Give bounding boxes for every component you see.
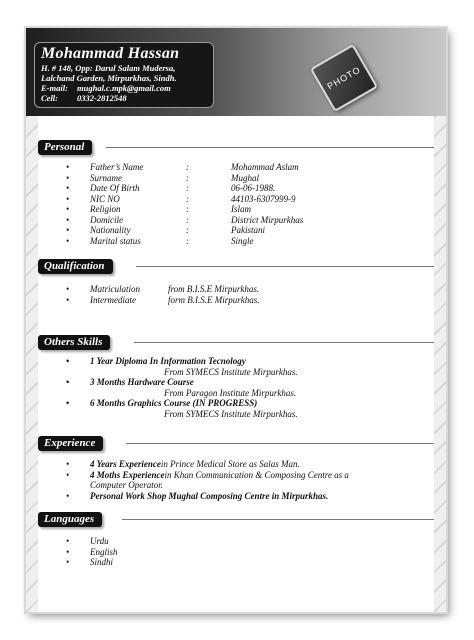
section-languages-title: Languages: [38, 512, 102, 527]
section-qualification-title: Qualification: [38, 259, 113, 274]
experience-item-cont: Computer Operator.: [90, 480, 164, 490]
email-label: E-mail:: [41, 83, 68, 93]
languages-list: [66, 536, 118, 568]
language-item: • Sindhi: [66, 557, 114, 567]
personal-row: • Surname : Mughal: [66, 172, 259, 183]
email-value: mughal.c.mpk@gmail.com: [77, 83, 171, 93]
personal-row: • NIC NO : 44103-6307999-9: [66, 193, 296, 204]
skills-list: [66, 356, 298, 419]
experience-item: • Personal Work Shop Mughal Composing Centre in Mirpurkhas.: [66, 490, 329, 501]
address-line-2: Lalchand Garden, Mirpurkhas, Sindh.: [41, 73, 177, 83]
section-skills-title: Others Skills: [38, 335, 110, 350]
cell-label: Cell:: [41, 93, 58, 103]
address-line-1: H. # 148, Opp: Darul Salam Mudersa,: [41, 63, 176, 73]
personal-row: • Date Of Birth : 06-06-1988.: [66, 183, 276, 193]
personal-row: • Domicile : District Mirpurkhas: [66, 214, 304, 225]
experience-item: • 4 Years Experience in Prince Medical Store as Salas Man.: [66, 459, 300, 469]
header-band: [26, 28, 446, 116]
photo-placeholder: [310, 44, 378, 112]
qualification-row: • Intermediate form B.I.S.E Mirpurkhas.: [66, 294, 260, 305]
skill-item: • 6 Months Graphics Course (IN PROGRESS): [66, 398, 258, 408]
qualification-list: [66, 284, 260, 305]
section-experience-title: Experience: [38, 436, 103, 451]
skill-institute: From SYMECS Institute Mirpurkhas.: [164, 366, 298, 377]
section-divider: [122, 519, 434, 520]
resume-sheet: [26, 28, 446, 612]
section-divider: [126, 443, 434, 444]
section-personal-title: Personal: [38, 140, 92, 155]
contact-box: [34, 42, 214, 108]
cell-row: [41, 93, 207, 103]
qualification-row: • Matriculation from B.I.S.E Mirpurkhas.: [66, 284, 260, 294]
skill-item: • 3 Months Hardware Course: [66, 377, 194, 387]
section-divider: [106, 147, 434, 148]
section-divider: [134, 342, 434, 343]
section-divider: [136, 266, 434, 267]
skill-item: • 1 Year Diploma In Information Tecnology: [66, 356, 246, 366]
skill-institute: From Paragon Institute Mirpurkhas.: [164, 387, 297, 398]
language-item: • Urdu: [66, 536, 109, 546]
personal-row: • Religion : Islam: [66, 204, 251, 214]
email-row: [41, 83, 207, 93]
photo-label: PHOTO: [325, 64, 363, 92]
candidate-name: Mohammad Hassan: [41, 45, 180, 62]
personal-list: [66, 162, 303, 246]
language-item: • English: [66, 546, 118, 557]
personal-row: • Father’s Name : Mohammad Aslam: [66, 162, 299, 172]
cell-value: 0332-2812548: [77, 93, 127, 103]
experience-item: • 4 Moths Experience in Khan Communication & Composing Centre as a: [66, 469, 349, 480]
experience-list: [66, 459, 349, 501]
personal-row: • Nationality : Pakistani: [66, 225, 265, 235]
skill-institute: From SYMECS Institute Mirpurkhas.: [164, 408, 298, 419]
personal-row: • Marital status : Single: [66, 235, 254, 246]
